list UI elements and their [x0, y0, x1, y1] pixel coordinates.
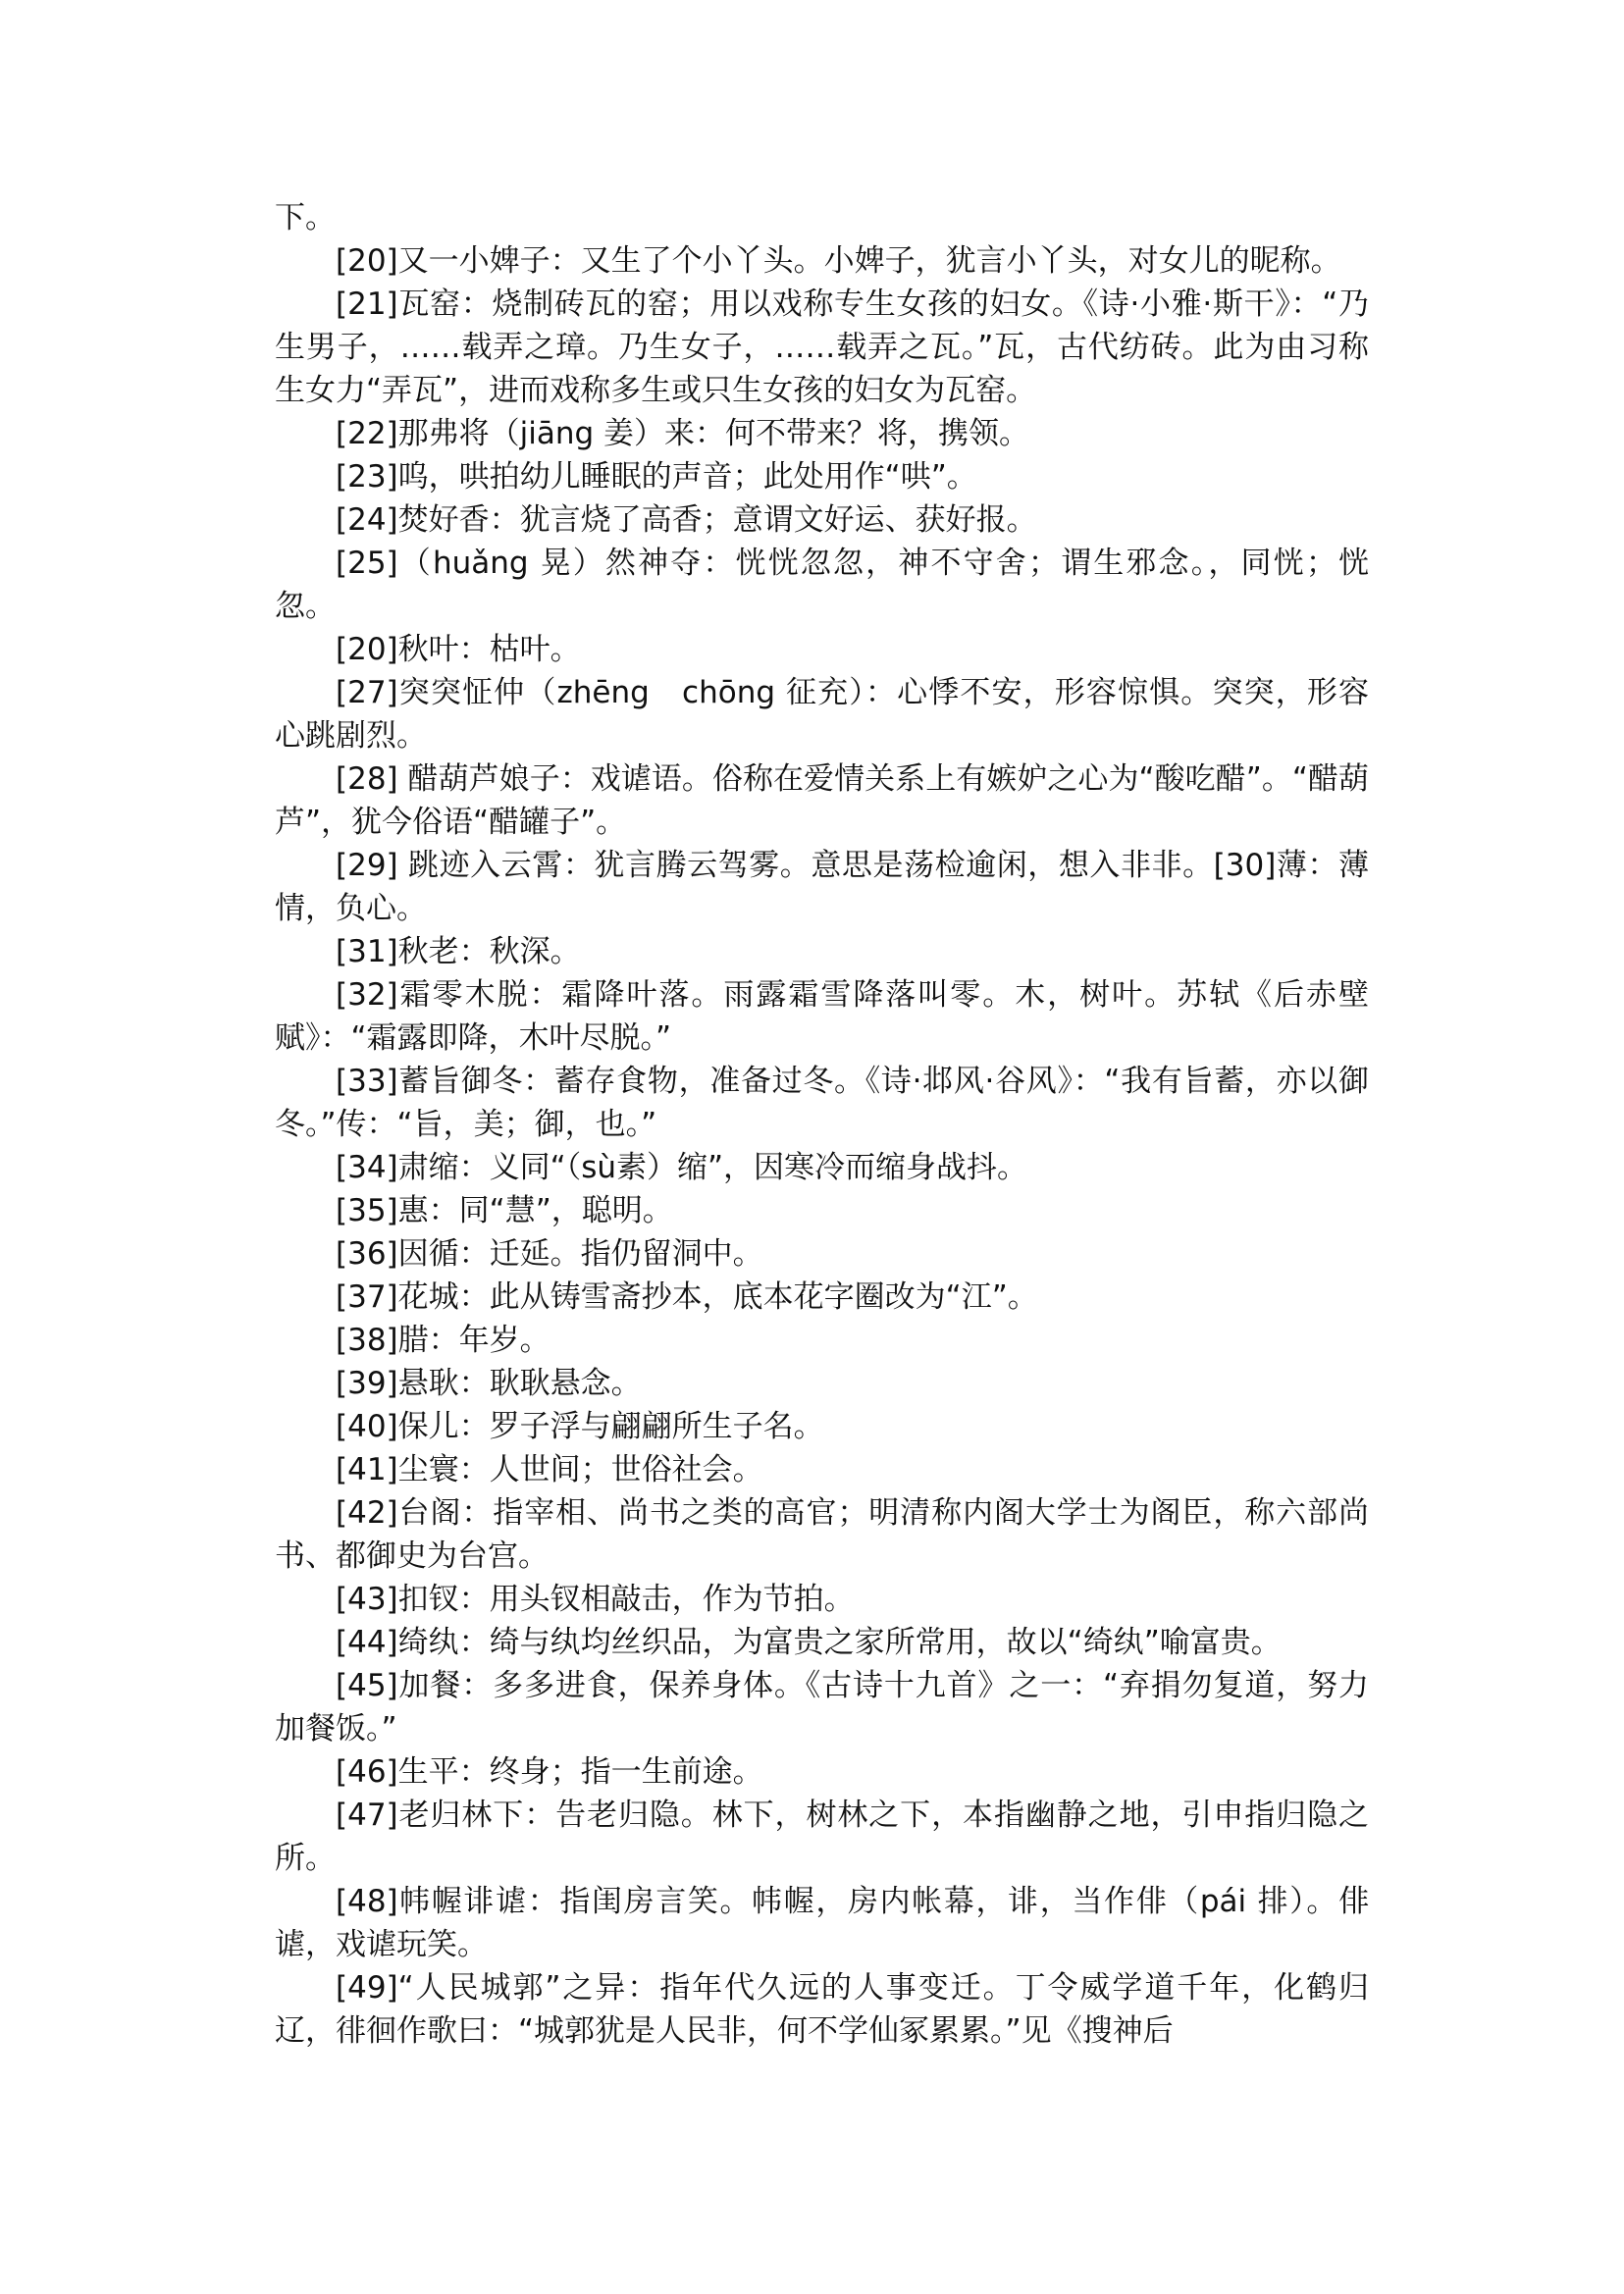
footnote-36: [36]因循：迁延。指仍留洞中。 — [336, 1236, 763, 1272]
footnote-49: [49]“人民城郭”之异：指年代久远的人事变迁。丁令威学道千年，化鹤归辽，徘徊作歌曰：“城郭犹是人民非，何不学仙冢累累。”见《搜神后 — [275, 1970, 1369, 2049]
text-line: 下。 — [275, 200, 336, 235]
footnote-26: [20]秋叶：枯叶。 — [336, 632, 581, 667]
footnote-29: [29] 跳迹入云霄：犹言腾云驾雾。意思是荡检逾闲，想入非非。[30]薄：薄情，负心。 — [275, 848, 1369, 926]
footnote-46: [46]生平：终身；指一生前途。 — [336, 1754, 763, 1790]
footnote-24: [24]焚好香：犹言烧了高香；意谓文好运、获好报。 — [336, 502, 1037, 538]
footnote-48: [48]帏幄诽谑：指闺房言笑。帏幄，房内帐幕，诽，当作俳（pái 排）。俳谑，戏谑玩笑。 — [275, 1884, 1369, 1962]
footnote-37: [37]花城：此从铸雪斋抄本，底本花字圈改为“江”。 — [336, 1279, 1038, 1315]
footnote-38: [38]腊：年岁。 — [336, 1323, 550, 1358]
footnote-45: [45]加餐：多多进食，保养身体。《古诗十九首》之一：“弃捐勿复道，努力加餐饭。” — [275, 1668, 1369, 1747]
footnote-25: [25]（huǎng 晃）然神夺：恍恍忽忽，神不守舍；谓生邪念。，同恍；恍忽。 — [275, 546, 1369, 624]
footnote-28: [28] 醋葫芦娘子：戏谑语。俗称在爱情关系上有嫉妒之心为“酸吃醋”。“醋葫芦”，犹今俗语“醋罐子”。 — [275, 761, 1369, 840]
footnote-27: [27]突突怔仲（zhēng chōng 征充）：心悸不安，形容惊惧。突突，形容心跳剧烈。 — [275, 675, 1369, 754]
footnote-39: [39]悬耿：耿耿悬念。 — [336, 1366, 642, 1401]
footnote-20: [20]又一小婢子：又生了个小丫头。小婢子，犹言小丫头，对女儿的昵称。 — [336, 243, 1341, 279]
footnote-43: [43]扣钗：用头钗相敲击，作为节拍。 — [336, 1582, 855, 1617]
footnote-41: [41]尘寰：人世间；世俗社会。 — [336, 1452, 763, 1487]
footnote-31: [31]秋老：秋深。 — [336, 934, 581, 969]
footnote-44: [44]绮纨：绮与纨均丝织品，为富贵之家所常用，故以“绮纨”喻富贵。 — [336, 1625, 1282, 1660]
footnote-33: [33]蓄旨御冬：蓄存食物，准备过冬。《诗·邶风·谷风》：“我有旨蓄，亦以御冬。”传：“旨，美；御，也。” — [275, 1064, 1369, 1142]
footnote-23: [23]呜，哄拍幼儿睡眠的声音；此处用作“哄”。 — [336, 459, 977, 495]
footnote-40: [40]保儿：罗子浮与翩翩所生子名。 — [336, 1409, 824, 1444]
footnote-34: [34]肃缩：义同“（sù素）缩”，因寒冷而缩身战抖。 — [336, 1150, 1028, 1185]
footnote-35: [35]惠：同“慧”，聪明。 — [336, 1193, 673, 1228]
footnote-42: [42]台阁：指宰相、尚书之类的高官；明清称内阁大学士为阁臣，称六部尚书、都御史为台宫。 — [275, 1495, 1369, 1574]
document-page — [275, 196, 1369, 2053]
footnote-21: [21]瓦窑：烧制砖瓦的窑；用以戏称专生女孩的妇女。《诗·小雅·斯干》：“乃生男子，……载弄之璋。乃生女子，……载弄之瓦。”瓦，古代纺砖。此为由习称生女力“弄瓦”，进而戏称多生或只生女孩的妇女为瓦窑。 — [275, 287, 1369, 408]
footnote-32: [32]霜零木脱：霜降叶落。雨露霜雪降落叫零。木，树叶。苏轼《后赤壁赋》：“霜露即降，木叶尽脱。” — [275, 977, 1369, 1056]
footnote-47: [47]老归林下：告老归隐。林下，树林之下，本指幽静之地，引申指归隐之所。 — [275, 1798, 1369, 1876]
footnote-22: [22]那弗将（jiāng 姜）来：何不带来？将，携领。 — [336, 416, 1030, 451]
